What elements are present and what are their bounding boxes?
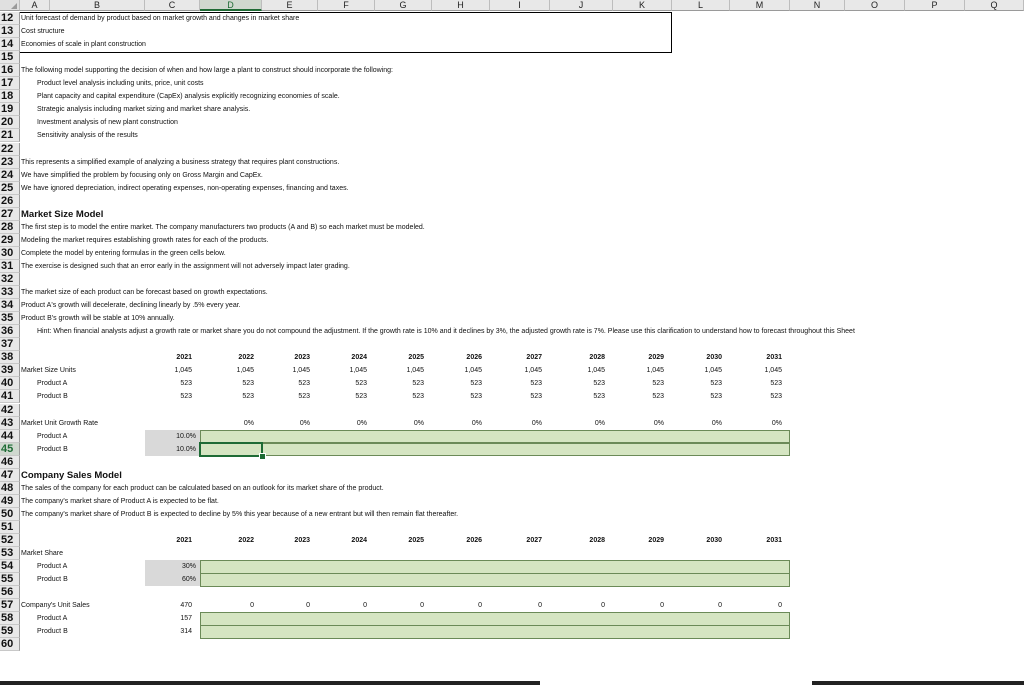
share-product-b-label: Product B: [37, 576, 68, 584]
row-header-33[interactable]: 33: [0, 286, 20, 299]
row-header-42[interactable]: 42: [0, 404, 20, 417]
market-size-total-2023: 1,045: [292, 367, 310, 375]
year-header-a-2026: 2026: [466, 354, 482, 362]
market-size-product-b-2021: 523: [180, 393, 192, 401]
year-header-a-2028: 2028: [589, 354, 605, 362]
row-header-41[interactable]: 41: [0, 390, 20, 403]
market-size-total-2025: 1,045: [406, 367, 424, 375]
text-row-34: Product A's growth will decelerate, declining linearly by .5% every year.: [21, 302, 241, 310]
row-header-55[interactable]: 55: [0, 573, 20, 586]
row-header-53[interactable]: 53: [0, 547, 20, 560]
row-header-47[interactable]: 47: [0, 469, 20, 482]
sales-product-b-input-range[interactable]: [200, 625, 790, 639]
row-header-49[interactable]: 49: [0, 495, 20, 508]
column-header-g[interactable]: G: [375, 0, 432, 11]
selected-cell-d45[interactable]: [199, 442, 263, 457]
text-row-21: Sensitivity analysis of the results: [37, 132, 138, 140]
column-header-k[interactable]: K: [613, 0, 672, 11]
text-row-12: Unit forecast of demand by product based on market growth and changes in market share: [21, 15, 300, 22]
year-header-a-2021: 2021: [176, 354, 192, 362]
share-product-a-2021[interactable]: 30%: [181, 563, 196, 571]
growth-total-2031: 0%: [771, 419, 782, 427]
growth-total-2029: 0%: [653, 419, 664, 427]
text-row-33: The market size of each product can be forecast based on growth expectations.: [21, 289, 268, 297]
row-header-52[interactable]: 52: [0, 534, 20, 547]
column-header-j[interactable]: J: [550, 0, 613, 11]
market-size-product-a-2021: 523: [180, 380, 192, 388]
text-row-20: Investment analysis of new plant construction: [37, 119, 178, 127]
column-header-q[interactable]: Q: [965, 0, 1024, 11]
row-header-57[interactable]: 57: [0, 599, 20, 612]
row-header-38[interactable]: 38: [0, 351, 20, 364]
column-header-b[interactable]: B: [50, 0, 145, 11]
text-row-16: The following model supporting the decision of when and how large a plant to construct should incorporate the following:: [21, 67, 394, 75]
year-header-a-2029: 2029: [648, 354, 664, 362]
column-header-d[interactable]: D: [200, 0, 262, 11]
market-size-product-a-2023: 523: [298, 380, 310, 388]
market-size-product-a-label: Product A: [37, 380, 68, 388]
text-row-50: The company's market share of Product B is expected to decline by 5% this year because of a new entrant but will then remain flat thereafter.: [21, 510, 459, 518]
row-header-24[interactable]: 24: [0, 169, 20, 182]
market-size-product-b-2026: 523: [470, 393, 482, 401]
growth-product-b-input-range[interactable]: [200, 443, 790, 457]
growth-title: Market Unit Growth Rate: [21, 419, 99, 427]
row-header-44[interactable]: 44: [0, 430, 20, 443]
fill-handle[interactable]: [259, 453, 266, 460]
row-header-48[interactable]: 48: [0, 482, 20, 495]
market-size-total-2028: 1,045: [587, 367, 605, 375]
sales-total-2023: 0: [306, 602, 310, 610]
text-row-19: Strategic analysis including market sizing and market share analysis.: [37, 106, 251, 114]
row-header-60[interactable]: 60: [0, 638, 20, 651]
market-size-title: Market Size Units: [21, 367, 76, 375]
year-header-b-2031: 2031: [766, 537, 782, 544]
market-size-product-a-2031: 523: [770, 380, 782, 388]
year-header-b-2030: 2030: [706, 537, 722, 544]
market-size-total-2027: 1,045: [524, 367, 542, 375]
row-header-13[interactable]: 13: [0, 25, 20, 38]
text-row-47: Company Sales Model: [21, 469, 122, 481]
row-header-16[interactable]: 16: [0, 64, 20, 77]
year-header-b-2029: 2029: [648, 537, 664, 544]
row-header-22[interactable]: 22: [0, 143, 20, 156]
text-row-31: The exercise is designed such that an error early in the assignment will not adversely impact later grading.: [21, 262, 350, 270]
column-header-n[interactable]: N: [790, 0, 845, 11]
sales-product-a-label: Product A: [37, 615, 68, 623]
growth-total-2030: 0%: [711, 419, 722, 427]
year-header-b-2025: 2025: [408, 537, 424, 544]
text-row-27: Market Size Model: [21, 208, 104, 220]
text-row-24: We have simplified the problem by focusing only on Gross Margin and CapEx.: [21, 171, 263, 179]
sales-product-b-2021: 314: [180, 628, 192, 636]
market-size-product-a-2028: 523: [593, 380, 605, 388]
text-row-48: The sales of the company for each product can be calculated based on an outlook for its market share of the product.: [21, 484, 384, 492]
row-header-30[interactable]: 30: [0, 247, 20, 260]
share-product-a-input-range[interactable]: [200, 560, 790, 574]
row-header-54[interactable]: 54: [0, 560, 20, 573]
year-header-a-2030: 2030: [706, 354, 722, 362]
horizontal-scrollbar[interactable]: [0, 681, 540, 685]
year-header-b-2028: 2028: [589, 537, 605, 544]
market-size-product-b-label: Product B: [37, 393, 68, 401]
column-header-a[interactable]: A: [20, 0, 50, 11]
row-header-50[interactable]: 50: [0, 508, 20, 521]
growth-total-2022: 0%: [243, 419, 254, 427]
year-header-b-2024: 2024: [351, 537, 367, 544]
row-header-43[interactable]: 43: [0, 417, 20, 430]
column-header-i[interactable]: I: [490, 0, 550, 11]
text-row-17: Product level analysis including units, price, unit costs: [37, 80, 204, 88]
market-size-product-a-2026: 523: [470, 380, 482, 388]
sales-total-2027: 0: [538, 602, 542, 610]
growth-product-b-label: Product B: [37, 445, 68, 453]
row-header-59[interactable]: 59: [0, 625, 20, 638]
growth-total-2023: 0%: [299, 419, 310, 427]
text-row-49: The company's market share of Product A is expected to be flat.: [21, 497, 219, 505]
year-header-a-2025: 2025: [408, 354, 424, 362]
column-header-o[interactable]: O: [845, 0, 905, 11]
row-header-18[interactable]: 18: [0, 90, 20, 103]
growth-product-b-2021[interactable]: 10.0%: [176, 445, 196, 453]
sales-total-2031: 0: [778, 602, 782, 610]
row-header-34[interactable]: 34: [0, 299, 20, 312]
year-header-a-2022: 2022: [238, 354, 254, 362]
year-header-a-2031: 2031: [766, 354, 782, 362]
growth-product-a-input-range[interactable]: [200, 430, 790, 444]
year-header-a-2024: 2024: [351, 354, 367, 362]
sales-total-2029: 0: [660, 602, 664, 610]
row-header-27[interactable]: 27: [0, 208, 20, 221]
row-header-28[interactable]: 28: [0, 221, 20, 234]
year-header-b-2023: 2023: [294, 537, 310, 544]
sales-product-a-input-range[interactable]: [200, 612, 790, 626]
market-size-product-b-2022: 523: [242, 393, 254, 401]
text-row-29: Modeling the market requires establishing growth rates for each of the products.: [21, 236, 269, 244]
share-product-b-2021[interactable]: 60%: [181, 576, 196, 584]
row-header-58[interactable]: 58: [0, 612, 20, 625]
market-size-product-a-2022: 523: [242, 380, 254, 388]
year-header-b-2022: 2022: [238, 537, 254, 544]
row-header-46[interactable]: 46: [0, 456, 20, 469]
row-header-15[interactable]: 15: [0, 51, 20, 64]
horizontal-scrollbar-right[interactable]: [812, 681, 1024, 685]
text-row-28: The first step is to model the entire market. The company manufacturers two products (A and B) so each market must be modeled.: [21, 223, 425, 231]
column-header-f[interactable]: F: [318, 0, 375, 11]
sales-product-a-2021: 157: [180, 615, 192, 623]
market-size-total-2021: 1,045: [174, 367, 192, 375]
row-header-32[interactable]: 32: [0, 273, 20, 286]
column-header-l[interactable]: L: [672, 0, 730, 11]
row-header-35[interactable]: 35: [0, 312, 20, 325]
market-size-product-a-2024: 523: [355, 380, 367, 388]
text-row-36: Hint: When financial analysts adjust a growth rate or market share you do not compound the adjustment. If the growth rate is 10% and it declines by 3%, the adjusted growth rate is 7%. Please use this clarification to understand how to forecast throughout this Sheet: [37, 328, 855, 336]
growth-product-a-label: Product A: [37, 432, 68, 440]
sales-total-2028: 0: [601, 602, 605, 610]
growth-total-2025: 0%: [413, 419, 424, 427]
column-header-c[interactable]: C: [145, 0, 200, 11]
row-header-31[interactable]: 31: [0, 260, 20, 273]
sales-total-2030: 0: [718, 602, 722, 610]
row-header-17[interactable]: 17: [0, 77, 20, 90]
market-size-product-a-2025: 523: [412, 380, 424, 388]
year-header-a-2023: 2023: [294, 354, 310, 362]
text-row-14: Economies of scale in plant construction: [21, 41, 146, 49]
market-size-product-b-2029: 523: [652, 393, 664, 401]
market-size-product-b-2028: 523: [593, 393, 605, 401]
market-size-product-b-2027: 523: [530, 393, 542, 401]
year-header-b-2026: 2026: [466, 537, 482, 544]
market-size-product-b-2031: 523: [770, 393, 782, 401]
column-header-e[interactable]: E: [262, 0, 318, 11]
text-row-13: Cost structure: [21, 28, 65, 36]
market-size-total-2024: 1,045: [349, 367, 367, 375]
row-header-37[interactable]: 37: [0, 338, 20, 351]
select-all-corner[interactable]: [0, 0, 20, 11]
row-header-19[interactable]: 19: [0, 103, 20, 116]
growth-total-2028: 0%: [594, 419, 605, 427]
text-row-18: Plant capacity and capital expenditure (CapEx) analysis explicitly recognizing economies of scale.: [37, 93, 340, 101]
market-size-product-b-2024: 523: [355, 393, 367, 401]
row-header-39[interactable]: 39: [0, 364, 20, 377]
sales-total-2024: 0: [363, 602, 367, 610]
sales-title: Company's Unit Sales: [21, 602, 90, 610]
year-header-b-2027: 2027: [526, 537, 542, 544]
market-size-product-b-2025: 523: [412, 393, 424, 401]
year-header-b-2021: 2021: [176, 537, 192, 544]
row-header-40[interactable]: 40: [0, 377, 20, 390]
column-header-m[interactable]: M: [730, 0, 790, 11]
sales-total-2025: 0: [420, 602, 424, 610]
market-size-total-2026: 1,045: [464, 367, 482, 375]
row-header-23[interactable]: 23: [0, 156, 20, 169]
row-header-14[interactable]: 14: [0, 38, 20, 51]
market-size-product-a-2027: 523: [530, 380, 542, 388]
row-header-26[interactable]: 26: [0, 195, 20, 208]
share-product-a-label: Product A: [37, 563, 68, 571]
year-header-a-2027: 2027: [526, 354, 542, 362]
market-size-product-a-2030: 523: [710, 380, 722, 388]
column-header-h[interactable]: H: [432, 0, 490, 11]
row-header-12[interactable]: 12: [0, 12, 20, 25]
growth-total-2024: 0%: [356, 419, 367, 427]
row-header-29[interactable]: 29: [0, 234, 20, 247]
text-row-35: Product B's growth will be stable at 10% annually.: [21, 315, 175, 323]
text-row-30: Complete the model by entering formulas in the green cells below.: [21, 249, 226, 257]
market-size-product-a-2029: 523: [652, 380, 664, 388]
market-size-total-2030: 1,045: [704, 367, 722, 375]
row-header-45[interactable]: 45: [0, 443, 20, 456]
share-title: Market Share: [21, 550, 64, 558]
market-size-product-b-2030: 523: [710, 393, 722, 401]
market-size-total-2022: 1,045: [236, 367, 254, 375]
market-size-total-2029: 1,045: [646, 367, 664, 375]
growth-total-2026: 0%: [471, 419, 482, 427]
sales-total-2026: 0: [478, 602, 482, 610]
sales-total-2021: 470: [180, 602, 192, 610]
share-product-b-input-range[interactable]: [200, 573, 790, 587]
growth-product-a-2021[interactable]: 10.0%: [176, 432, 196, 440]
row-header-25[interactable]: 25: [0, 182, 20, 195]
text-row-23: This represents a simplified example of analyzing a business strategy that requires plant constructions.: [21, 158, 340, 166]
row-header-56[interactable]: 56: [0, 586, 20, 599]
row-header-36[interactable]: 36: [0, 325, 20, 338]
market-size-product-b-2023: 523: [298, 393, 310, 401]
growth-total-2027: 0%: [531, 419, 542, 427]
sales-total-2022: 0: [250, 602, 254, 610]
text-row-25: We have ignored depreciation, indirect operating expenses, non-operating expenses, financing and taxes.: [21, 184, 349, 192]
row-header-20[interactable]: 20: [0, 116, 20, 129]
row-header-21[interactable]: 21: [0, 129, 20, 142]
market-size-total-2031: 1,045: [764, 367, 782, 375]
sales-product-b-label: Product B: [37, 628, 68, 636]
column-header-p[interactable]: P: [905, 0, 965, 11]
row-header-51[interactable]: 51: [0, 521, 20, 534]
